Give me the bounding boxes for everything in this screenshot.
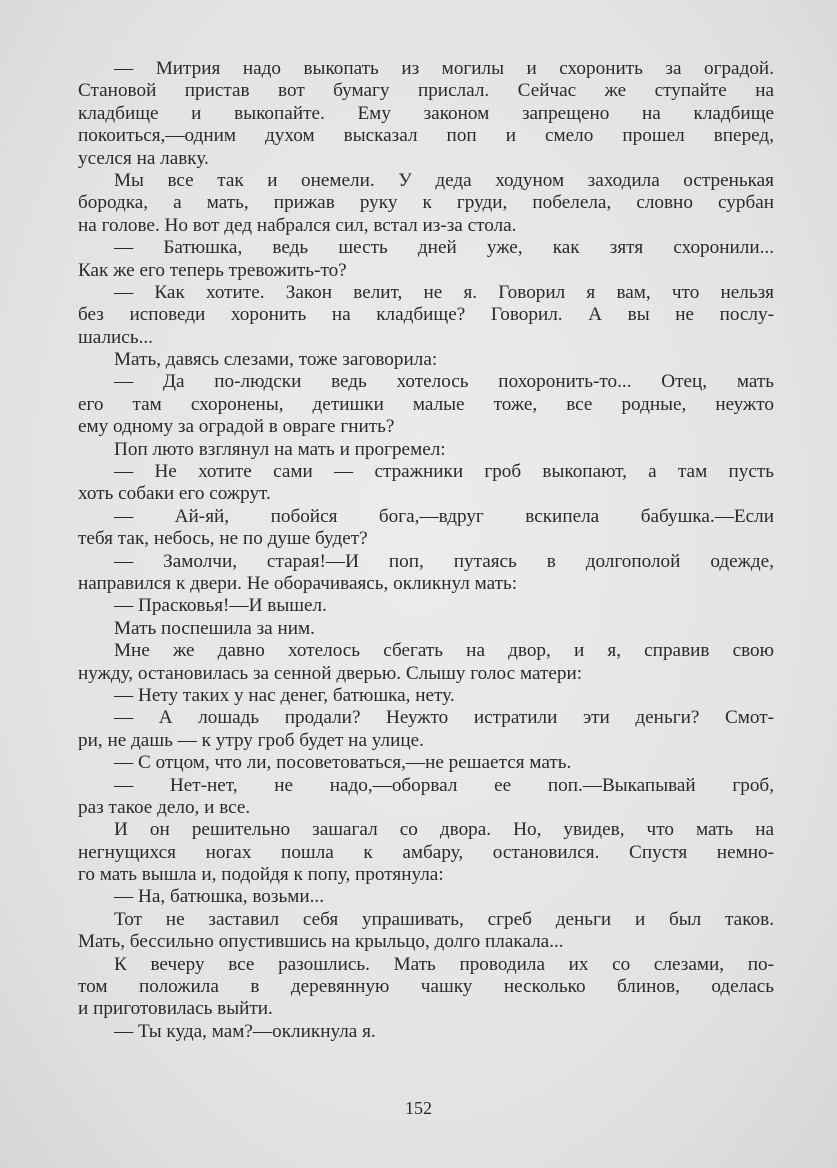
text-line: — На, батюшка, возьми... <box>114 886 325 908</box>
text-line: раз такое дело, и все. <box>78 796 251 818</box>
text-line: — Прасковья!—И вышел. <box>114 595 327 617</box>
text-line: Как же его теперь тревожить-то? <box>78 259 347 281</box>
text-line: И он решительно зашагал со двора. Но, увидев, что мать на <box>114 819 774 841</box>
text-line: — Да по-людски ведь хотелось похоронить-то... Отец, мать <box>114 371 774 393</box>
text-line: Мать, бессильно опустившись на крыльцо, долго плакала... <box>78 931 564 953</box>
text-line: го мать вышла и, подойдя к попу, протянула: <box>78 864 444 886</box>
text-line: и приготовилась выйти. <box>78 998 273 1020</box>
text-line: — Нету таких у нас денег, батюшка, нету. <box>114 684 455 706</box>
text-line: Становой пристав вот бумагу прислал. Сейчас же ступайте на <box>78 80 774 102</box>
text-line: без исповеди хоронить на кладбище? Говорил. А вы не послу- <box>78 304 774 326</box>
text-line: Поп люто взглянул на мать и прогремел: <box>114 438 446 460</box>
text-line: — А лошадь продали? Неужто истратили эти деньги? Смот- <box>114 707 774 729</box>
text-line: негнущихся ногах пошла к амбару, остановился. Спустя немно- <box>78 841 774 863</box>
text-line: К вечеру все разошлись. Мать проводила их со слезами, по- <box>114 953 774 975</box>
text-line: его там схоронены, детишки малые тоже, все родные, неужто <box>78 393 774 415</box>
text-line: — Замолчи, старая!—И поп, путаясь в долгополой одежде, <box>114 550 774 572</box>
text-line: нужду, остановилась за сенной дверью. Слышу голос матери: <box>78 662 583 684</box>
text-line: — Нет-нет, не надо,—оборвал ее поп.—Выкапывай гроб, <box>114 774 774 796</box>
text-line: Мне же давно хотелось сбегать на двор, и я, справив свою <box>114 640 774 662</box>
text-line: тебя так, небось, не по душе будет? <box>78 528 368 550</box>
text-line: шались... <box>78 326 153 348</box>
page-number: 152 <box>405 1098 432 1118</box>
text-line: — Батюшка, ведь шесть дней уже, как зятя схоронили... <box>114 237 774 259</box>
text-line: кладбище и выкопайте. Ему законом запрещено на кладбище <box>78 102 774 124</box>
text-line: бородка, а мать, прижав руку к груди, побелела, словно сурбан <box>78 192 774 214</box>
text-line: том положила в деревянную чашку несколько блинов, оделась <box>78 976 774 998</box>
text-line: ему одному за оградой в овраге гнить? <box>78 416 395 438</box>
text-line: Тот не заставил себя упрашивать, сгреб деньги и был таков. <box>114 908 774 930</box>
text-line: на голове. Но вот дед набрался сил, встал из-за стола. <box>78 214 517 236</box>
text-line: — Ты куда, мам?—окликнула я. <box>114 1020 376 1042</box>
text-line: — Как хотите. Закон велит, не я. Говорил я вам, что нельзя <box>114 281 774 303</box>
text-line: — Не хотите сами — стражники гроб выкопают, а там пусть <box>114 461 774 483</box>
text-line: уселся на лавку. <box>78 147 209 169</box>
text-line: Мы все так и онемели. У деда ходуном заходила остренькая <box>114 169 774 191</box>
text-line: ри, не дашь — к утру гроб будет на улице. <box>78 729 424 751</box>
text-line: — Митрия надо выкопать из могилы и схоронить за оградой. <box>114 58 774 79</box>
text-line: Мать, давясь слезами, тоже заговорила: <box>114 349 438 371</box>
text-line: покоиться,—одним духом высказал поп и смело прошел вперед, <box>78 125 774 147</box>
text-line: хоть собаки его сожрут. <box>78 483 271 505</box>
text-line: — С отцом, что ли, посоветоваться,—не решается мать. <box>114 752 572 774</box>
page-text <box>78 58 774 1043</box>
text-line: — Ай-яй, побойся бога,—вдруг вскипела бабушка.—Если <box>114 505 774 527</box>
text-line: направился к двери. Не оборачиваясь, окликнул мать: <box>78 572 518 594</box>
text-line: Мать поспешила за ним. <box>114 617 315 639</box>
